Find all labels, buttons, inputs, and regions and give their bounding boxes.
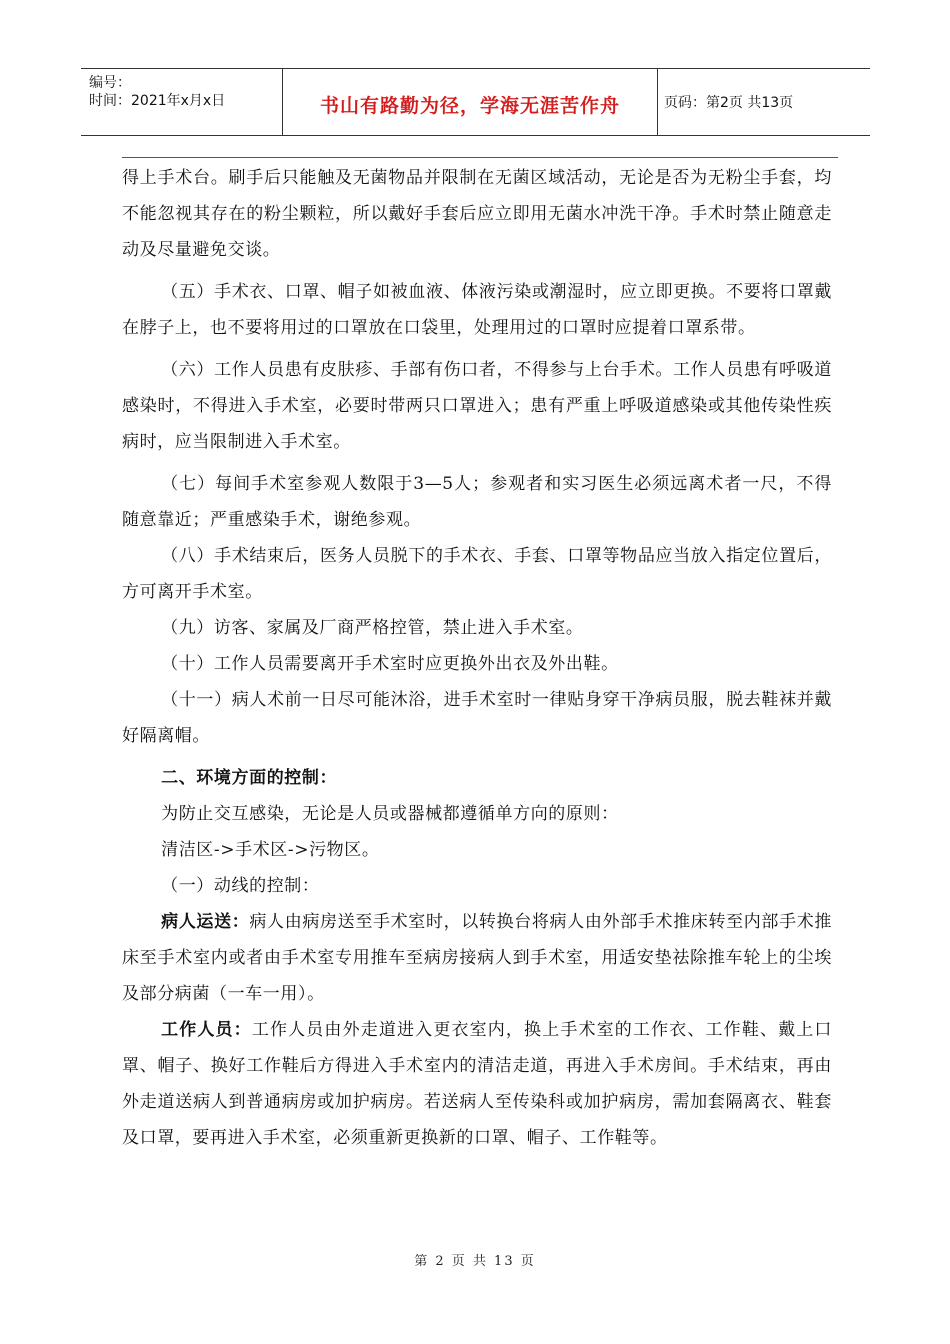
staff-text: 工作人员由外走道进入更衣室内，换上手术室的工作衣、工作鞋、戴上口罩、帽子、换好工作鞋后方得进入手术室内的清洁走道，再进入手术房间。手术结束，再由外走道送病人到普通病房或加护病房。若送病人至传染科或加护病房，需加套隔离衣、鞋套及口罩，要再进入手术室，必须重新更换新的口罩、帽子、工作鞋等。 [122,1020,833,1148]
paragraph-item-8: （八）手术结束后，医务人员脱下的手术衣、手套、口罩等物品应当放入指定位置后，方可离开手术室。 [122,546,832,602]
patient-transport-text: 病人由病房送至手术室时，以转换台将病人由外部手术推床转至内部手术推床至手术室内或者由手术室专用推车至病房接病人到手术室，用适安垫祛除推车轮上的尘埃及部分病菌（一车一用）。 [122,912,832,1004]
paragraph-item-10: （十）工作人员需要离开手术室时应更换外出衣及外出鞋。 [161,654,619,674]
paragraph-item-6: （六）工作人员患有皮肤疹、手部有伤口者，不得参与上台手术。工作人员患有呼吸道感染时，不得进入手术室，必要时带两只口罩进入；患有严重上呼吸道感染或其他传染性疾病时，应当限制进入手术室。 [122,360,832,452]
flow-direction: 清洁区->手术区->污物区。 [161,840,380,860]
paragraph-item-11: （十一）病人术前一日尽可能沐浴，进手术室时一律贴身穿干净病员服，脱去鞋袜并戴好隔离帽。 [122,690,832,746]
header-page-info: 页码：第2页 共13页 [664,95,794,111]
section-heading: 二、环境方面的控制： [161,768,338,788]
paragraph-patient-transport [122,904,832,1012]
paragraph-item-7: （七）每间手术室参观人数限于3—5人；参观者和实习医生必须远离术者一尺，不得随意靠近；严重感染手术，谢绝参观。 [122,474,832,530]
paragraph-item-9: （九）访客、家属及厂商严格控管，禁止进入手术室。 [161,618,584,638]
page-footer: 第 2 页 共 13 页 [414,1254,536,1269]
subsection-heading: （一）动线的控制： [161,876,320,896]
header-page-cell [658,69,870,135]
paragraph-continued: 得上手术台。刷手后只能触及无菌物品并限制在无菌区域活动，无论是否为无粉尘手套，均不能忽视其存在的粉尘颗粒，所以戴好手套后应立即用无菌水冲洗干净。手术时禁止随意走动及尽量避免交谈。 [122,168,832,260]
page-header [81,68,870,136]
staff-label: 工作人员： [161,1020,252,1040]
header-motto-cell [283,69,658,135]
header-meta-cell [81,69,283,135]
document-number-label: 编号： [89,75,131,91]
content-top-rule [122,157,838,158]
document-body [122,160,832,1156]
patient-transport-label: 病人运送： [161,912,250,932]
paragraph-staff [122,1012,832,1156]
header-motto: 书山有路勤为径，学海无涯苦作舟 [319,95,620,117]
paragraph-item-5: （五）手术衣、口罩、帽子如被血液、体液污染或潮湿时，应立即更换。不要将口罩戴在脖子上，也不要将用过的口罩放在口袋里，处理用过的口罩时应提着口罩系带。 [122,282,832,338]
document-time-label: 时间：2021年x月x日 [89,93,226,109]
section-intro: 为防止交互感染，无论是人员或器械都遵循单方向的原则： [161,804,619,824]
